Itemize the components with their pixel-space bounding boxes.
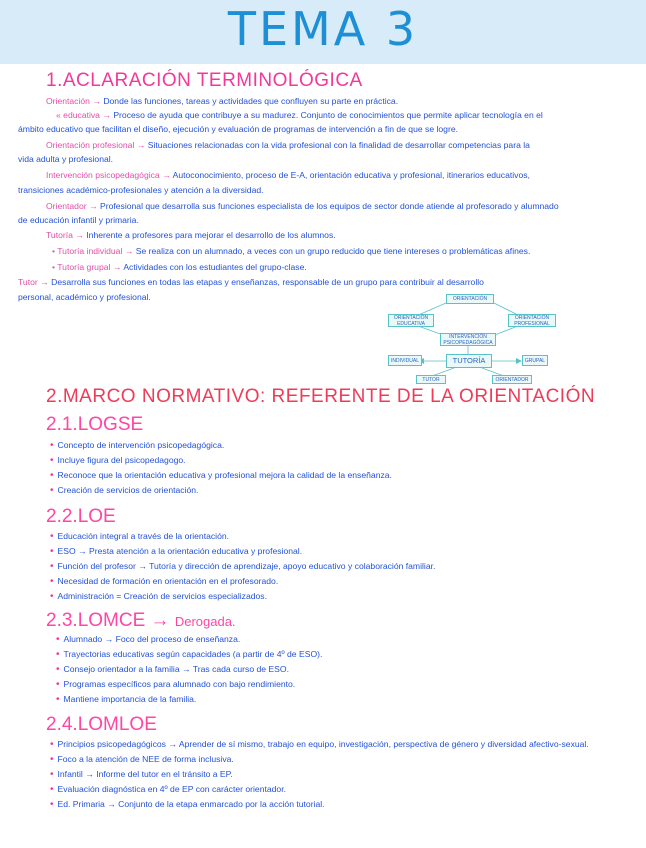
text-line: de educación infantil y primaria. [18, 215, 139, 225]
logse-heading: 2.1.LOGSE [46, 414, 144, 435]
list-item: • Ed. Primaria → Conjunto de la etapa enmarcado por la acción tutorial. [50, 799, 325, 810]
section-1-heading: 1.ACLARACIÓN TERMINOLÓGICA [46, 70, 363, 91]
list-item: • Consejo orientador a la familia → Tras cada curso de ESO. [56, 664, 289, 675]
text-line: transiciones académico-profesionales y atención a la diversidad. [18, 185, 264, 195]
list-item: • Programas específicos para alumnado con bajo rendimiento. [56, 679, 295, 690]
list-item: • Función del profesor → Tutoría y dirección de aprendizaje, apoyo educativo y colaboración familiar. [50, 561, 435, 572]
list-item: • Creación de servicios de orientación. [50, 485, 198, 496]
text-line: Tutoría → Inherente a profesores para mejorar el desarrollo de los alumnos. [46, 230, 336, 240]
text-line: Orientación → Donde las funciones, tareas y actividades que confluyen su parte en práctica. [46, 96, 399, 106]
lomce-note: Derogada. [174, 614, 236, 629]
list-item: • Alumnado → Foco del proceso de enseñanza. [56, 634, 240, 645]
diagram-node-grupal: GRUPAL [522, 355, 548, 366]
list-item: • Reconoce que la orientación educativa y profesional mejora la calidad de la enseñanza. [50, 470, 392, 481]
diagram-node-orientacion-profesional: ORIENTACIÓN PROFESIONAL [508, 314, 556, 327]
list-item: • Infantil → Informe del tutor en el tránsito a EP. [50, 769, 233, 780]
section-2-heading: 2.MARCO NORMATIVO: REFERENTE DE LA ORIENTACIÓN [46, 386, 596, 407]
lomloe-heading: 2.4.LOMLOE [46, 714, 157, 735]
text-line: Tutor → Desarrolla sus funciones en todas las etapas y enseñanzas, responsable de un grupo para contribuir al desarrollo [18, 277, 484, 287]
diagram-node-orientacion: ORIENTACIÓN [446, 294, 494, 304]
loe-heading: 2.2.LOE [46, 506, 116, 527]
list-item: • ESO → Presta atención a la orientación educativa y profesional. [50, 546, 302, 557]
diagram-node-orientador: ORIENTADOR [492, 375, 532, 384]
list-item: • Mantiene importancia de la familia. [56, 694, 196, 705]
list-item: • Educación integral a través de la orientación. [50, 531, 229, 542]
list-item: • Concepto de intervención psicopedagógica. [50, 440, 224, 451]
list-item: • Evaluación diagnóstica en 4º de EP con carácter orientador. [50, 784, 286, 795]
diagram-node-intervencion: INTERVENCIÓN PSICOPEDAGÓGICA [440, 333, 496, 346]
list-item: • Principios psicopedagógicos → Aprender de sí mismo, trabajo en equipo, investigación, perspectiva de género y diversidad afectivo-sexual. [50, 739, 589, 750]
text-line: « educativa → Proceso de ayuda que contribuye a su madurez. Conjunto de conocimientos que permite aplicar tecnología en el [56, 110, 543, 120]
list-item: • Incluye figura del psicopedagogo. [50, 455, 186, 466]
diagram-node-orientacion-educativa: ORIENTACIÓN EDUCATIVA [388, 314, 434, 327]
list-item: • Foco a la atención de NEE de forma inclusiva. [50, 754, 234, 765]
text-line: Intervención psicopedagógica → Autoconocimiento, proceso de E-A, orientación educativa y profesional, itinerarios educativos, [46, 170, 530, 180]
text-line: • Tutoría grupal → Actividades con los estudiantes del grupo-clase. [52, 262, 307, 272]
list-item: • Necesidad de formación en orientación en el profesorado. [50, 576, 278, 587]
lomce-heading: 2.3.LOMCE → Derogada. [46, 610, 236, 631]
text-line: Orientación profesional → Situaciones relacionadas con la vida profesional con la finalidad de desarrollar competencias para la [46, 140, 530, 150]
diagram-node-tutoria: TUTORÍA [446, 354, 492, 368]
page-title: TEMA 3 [227, 2, 419, 56]
text-line: personal, académico y profesional. [18, 292, 151, 302]
text-line: ámbito educativo que facilitan el diseño, ejecución y evaluación de programas de intervención a fin de que se logre. [18, 124, 458, 134]
text-line: vida adulta y profesional. [18, 154, 114, 164]
list-item: • Trayectorias educativas según capacidades (a partir de 4º de ESO). [56, 649, 322, 660]
text-line: • Tutoría individual → Se realiza con un alumnado, a veces con un grupo reducido que tiene intereses o problemáticas afines. [52, 246, 531, 256]
text-line: Orientador → Profesional que desarrolla sus funciones especialista de los equipos de sector donde atiende al profesorado y alumnado [46, 201, 559, 211]
list-item: • Administración = Creación de servicios especializados. [50, 591, 267, 602]
diagram-node-individual: INDIVIDUAL [388, 355, 422, 366]
diagram-node-tutor: TUTOR [416, 375, 446, 384]
